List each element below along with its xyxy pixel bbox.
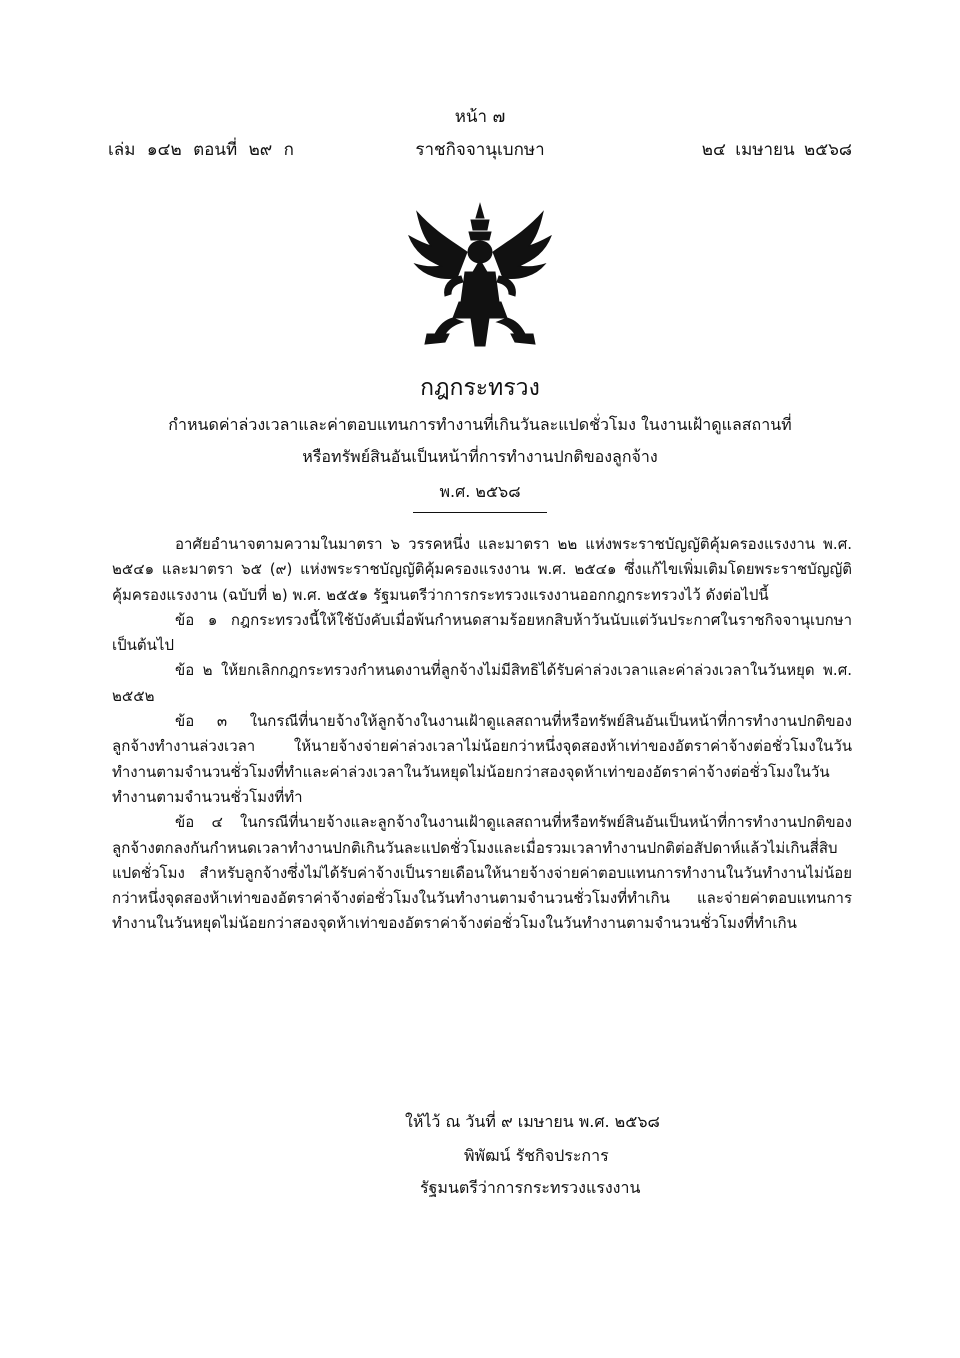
- clause-4-paragraph: ข้อ ๔ ในกรณีที่นายจ้างและลูกจ้างในงานเฝ้าดูแลสถานที่หรือทรัพย์สินอันเป็นหน้าที่การทำงานปกติของลูกจ้างตกลงกันกำหนดเวลาทำงานปกติเกินวันละแปดชั่วโมงและเมื่อรวมเวลาทำงานปกติต่อสัปดาห์แล้วไม่เกินสี่สิบแปดชั่วโมง สำหรับลูกจ้างซึ่งไม่ได้รับค่าจ้างเป็นรายเดือนให้นายจ้างจ่ายค่าตอบแทนการทำงานในวันทำงานไม่น้อยกว่าหนึ่งจุดสองห้าเท่าของอัตราค่าจ้างต่อชั่วโมงในวันทำงานตามจำนวนชั่วโมงที่ทำเกิน และจ่ายค่าตอบแทนการทำงานในวันหยุดไม่น้อยกว่าสองจุดห้าเท่าของอัตราค่าจ้างต่อชั่วโมงในวันทำงานตามจำนวนชั่วโมงที่ทำเกิน: [112, 813, 852, 933]
- signatory-name: พิพัฒน์ รัชกิจประการ: [464, 1146, 609, 1165]
- page-number: หน้า ๗: [454, 107, 506, 127]
- clause-3-paragraph: ข้อ ๓ ในกรณีที่นายจ้างให้ลูกจ้างในงานเฝ้าดูแลสถานที่หรือทรัพย์สินอันเป็นหน้าที่การทำงานปกติของลูกจ้างทำงานล่วงเวลา ให้นายจ้างจ่ายค่าล่วงเวลาไม่น้อยกว่าหนึ่งจุดสองห้าเท่าของอัตราค่าจ้างต่อชั่วโมงในวันทำงานตามจำนวนชั่วโมงที่ทำและค่าล่วงเวลาในวันหยุดไม่น้อยกว่าสองจุดห้าเท่าของอัตราค่าจ้างต่อชั่วโมงในวันทำงานตามจำนวนชั่วโมงที่ทำ: [112, 712, 852, 806]
- signatory-position: รัฐมนตรีว่าการกระทรวงแรงงาน: [420, 1178, 641, 1197]
- clause-1-paragraph: ข้อ ๑ กฎกระทรวงนี้ให้ใช้บังคับเมื่อพ้นกำหนดสามร้อยหกสิบห้าวันนับแต่วันประกาศในราชกิจจานุเบกษาเป็นต้นไป: [112, 610, 852, 655]
- preamble-paragraph: อาศัยอำนาจตามความในมาตรา ๖ วรรคหนึ่ง และมาตรา ๒๒ แห่งพระราชบัญญัติคุ้มครองแรงงาน พ.ศ. ๒๕๔๑ และมาตรา ๖๕ (๙) แห่งพระราชบัญญัติคุ้มครองแรงงาน พ.ศ. ๒๕๔๑ ซึ่งแก้ไขเพิ่มเติมโดยพระราชบัญญัติคุ้มครองแรงงาน (ฉบับที่ ๒) พ.ศ. ๒๕๕๑ รัฐมนตรีว่าการกระทรวงแรงงานออกกฎกระทรวงไว้ ดังต่อไปนี้: [112, 535, 852, 604]
- signing-date: ให้ไว้ ณ วันที่ ๙ เมษายน พ.ศ. ๒๕๖๘: [405, 1112, 660, 1131]
- document-body: [112, 532, 852, 937]
- document-subtitle-line-2: หรือทรัพย์สินอันเป็นหน้าที่การทำงานปกติของลูกจ้าง: [302, 447, 658, 466]
- clause-2-paragraph: ข้อ ๒ ให้ยกเลิกกฎกระทรวงกำหนดงานที่ลูกจ้างไม่มีสิทธิได้รับค่าล่วงเวลาและค่าล่วงเวลาในวันหยุด พ.ศ. ๒๕๕๒: [112, 661, 852, 705]
- document-subtitle-line-1: กำหนดค่าล่วงเวลาและค่าตอบแทนการทำงานที่เกินวันละแปดชั่วโมง ในงานเฝ้าดูแลสถานที่: [168, 415, 792, 434]
- gazette-date: ๒๔ เมษายน ๒๕๖๘: [701, 140, 852, 160]
- gazette-volume-issue: เล่ม ๑๔๒ ตอนที่ ๒๙ ก: [108, 140, 294, 160]
- document-title: กฎกระทรวง: [420, 375, 540, 401]
- garuda-emblem-icon: [405, 202, 555, 347]
- document-year: พ.ศ. ๒๕๖๘: [439, 482, 521, 501]
- gazette-name: ราชกิจจานุเบกษา: [415, 140, 545, 160]
- title-divider: [413, 512, 547, 513]
